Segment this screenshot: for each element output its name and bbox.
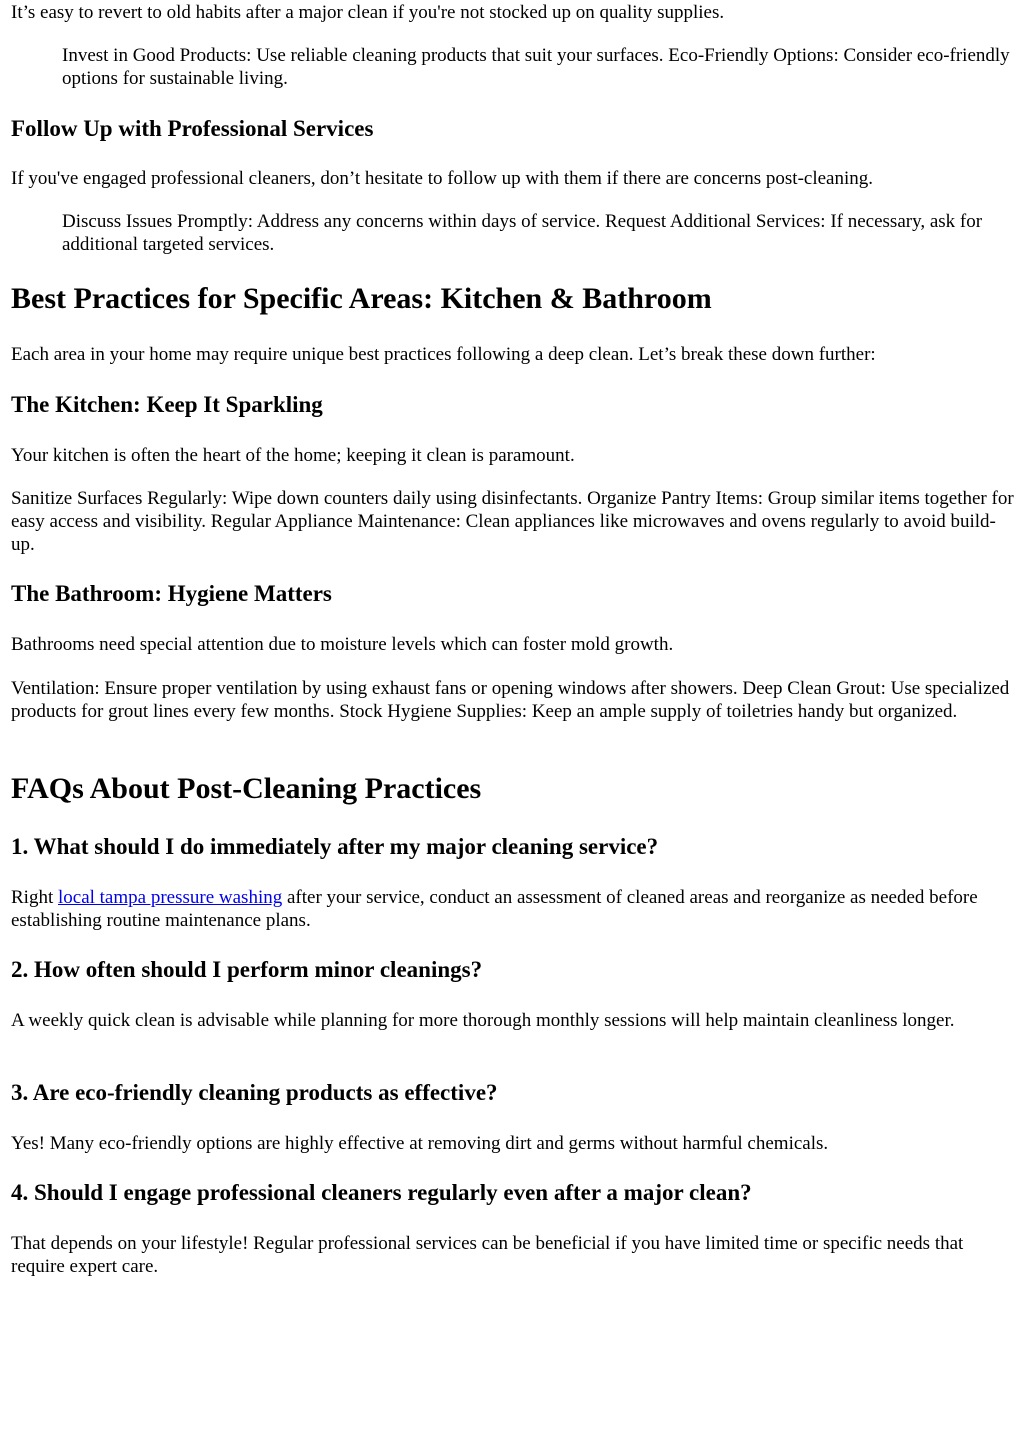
faq-answer-2: A weekly quick clean is advisable while planning for more thorough monthly sessions will help maintain cleanliness longer. bbox=[11, 1010, 955, 1031]
supplies-paragraph: It’s easy to revert to old habits after a major clean if you're not stocked up on quality supplies. bbox=[11, 2, 725, 23]
kitchen-paragraph: Your kitchen is often the heart of the home; keeping it clean is paramount. bbox=[11, 445, 575, 466]
local-tampa-pressure-washing-link[interactable]: local tampa pressure washing bbox=[57, 887, 283, 908]
bathroom-heading: The Bathroom: Hygiene Matters bbox=[11, 581, 332, 606]
professional-services-heading: Follow Up with Professional Services bbox=[11, 116, 374, 141]
kitchen-tips: Sanitize Surfaces Regularly: Wipe down counters daily using disinfectants. Organize Pantry Items: Group similar items together for easy access and visibility. Regular Appliance Maintenance: Clean appliances like microwaves and ovens regularly to avoid build-up. bbox=[11, 488, 1014, 555]
faq-question-3: 3. Are eco-friendly cleaning products as effective? bbox=[11, 1080, 498, 1105]
faq-answer-4: That depends on your lifestyle! Regular professional services can be beneficial if you have limited time or specific needs that require expert care. bbox=[11, 1233, 964, 1277]
specific-areas-heading: Best Practices for Specific Areas: Kitchen & Bathroom bbox=[11, 282, 712, 315]
bathroom-tips: Ventilation: Ensure proper ventilation by using exhaust fans or opening windows after showers. Deep Clean Grout: Use specialized products for grout lines every few months. Stock Hygiene Supplies: Keep an ample supply of toiletries handy but organized. bbox=[11, 678, 1010, 722]
bathroom-paragraph: Bathrooms need special attention due to moisture levels which can foster mold growth. bbox=[11, 634, 674, 655]
professional-services-paragraph: If you've engaged professional cleaners, don’t hesitate to follow up with them if there are concerns post-cleaning. bbox=[11, 168, 874, 189]
professional-services-quote: Discuss Issues Promptly: Address any concerns within days of service. Request Additional Services: If necessary, ask for additional targeted services. bbox=[62, 211, 983, 255]
faq-question-1: 1. What should I do immediately after my major cleaning service? bbox=[11, 834, 659, 859]
faq-question-2: 2. How often should I perform minor cleanings? bbox=[11, 957, 483, 982]
faq-answer-1-rest: after your service, conduct an assessment of cleaned areas and reorganize as needed before establishing routine maintenance plans. bbox=[11, 887, 978, 931]
faq-answer-1-lead: Right bbox=[11, 887, 58, 908]
faqs-heading: FAQs About Post-Cleaning Practices bbox=[11, 772, 482, 805]
specific-areas-intro: Each area in your home may require unique best practices following a deep clean. Let’s break these down further: bbox=[11, 344, 876, 365]
supplies-quote: Invest in Good Products: Use reliable cleaning products that suit your surfaces. Eco-Friendly Options: Consider eco-friendly options for sustainable living. bbox=[62, 45, 1010, 89]
faq-answer-1 bbox=[11, 886, 1014, 932]
faq-answer-3: Yes! Many eco-friendly options are highly effective at removing dirt and germs without harmful chemicals. bbox=[11, 1133, 829, 1154]
faq-question-4: 4. Should I engage professional cleaners regularly even after a major clean? bbox=[11, 1180, 752, 1205]
kitchen-heading: The Kitchen: Keep It Sparkling bbox=[11, 392, 323, 417]
